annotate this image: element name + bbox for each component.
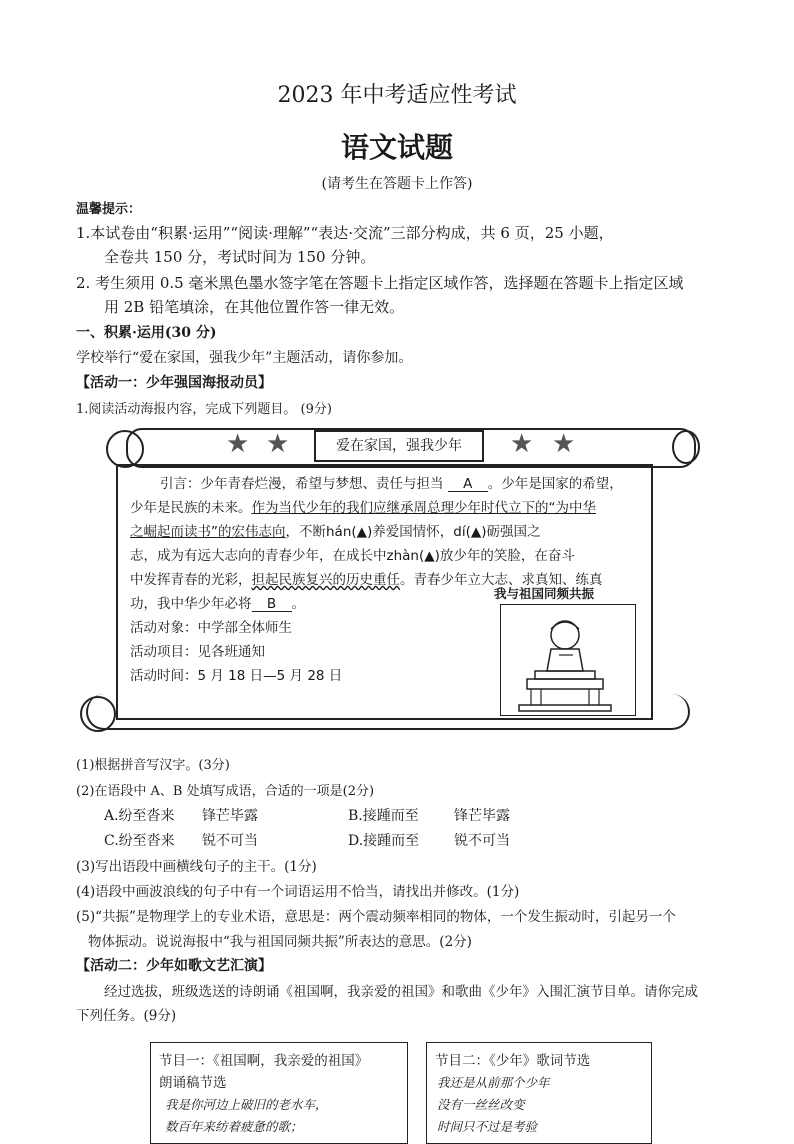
star-icon: ★ [226, 429, 250, 459]
program-2-verse-1: 我还是从前那个少年 [437, 1075, 550, 1090]
option-c-2: 锐不可当 [202, 833, 258, 849]
question-1: 1.阅读活动海报内容，完成下列题目。 (9分) [76, 402, 332, 417]
section-1-intro: 学校举行“爱在家国，强我少年”主题活动，请你参加。 [76, 350, 413, 366]
question-1-5-line-2: 物体振动。说说海报中“我与祖国同频共振”所表达的意思。(2分) [88, 934, 472, 950]
underlined-sentence: 作为当代少年的我们应继承周总理少年时代立下的“为中华 [251, 500, 596, 516]
activity-2-intro-line-1: 经过选拔，班级选送的诗朗诵《祖国啊，我亲爱的祖国》和歌曲《少年》入围汇演节目单。请你完成 [104, 984, 698, 1000]
tip-2-line-2: 用 2B 铅笔填涂，在其他位置作答一律无效。 [104, 298, 405, 316]
wavy-underlined-sentence: 担起民族复兴的历史重任 [251, 572, 400, 588]
option-d-1: D.接踵而至 [348, 833, 420, 849]
poster-title: 爱在家国，强我少年 [314, 430, 484, 462]
activity-2-intro-line-2: 下列任务。(9分) [76, 1008, 177, 1024]
question-1-4: (4)语段中画波浪线的句子中有一个词语运用不恰当，请找出并修改。(1分) [76, 884, 520, 900]
tips-heading: 温馨提示： [76, 202, 142, 217]
program-1-verse-1: 我是你河边上破旧的老水车， [165, 1097, 328, 1112]
illustration-frame [500, 604, 636, 716]
tip-2-line-1: 2. 考生须用 0.5 毫米黑色墨水签字笔在答题卡上指定区域作答，选择题在答题卡上指定区域 [76, 274, 684, 292]
option-a-2: 锋芒毕露 [202, 808, 258, 824]
exam-name: 2023 年中考适应性考试 [277, 83, 517, 108]
student-monument-illustration [501, 605, 635, 715]
poster-line-1: 引言：少年青春烂漫，希望与梦想、责任与担当 A 。少年是国家的希望， [160, 476, 623, 492]
question-1-5-line-1: (5)“共振”是物理学上的专业术语，意思是：两个震动频率相同的物体，一个发生振动时，引起另一个 [76, 909, 676, 925]
star-icon: ★ [266, 429, 290, 459]
program-2-title: 节目二：《少年》歌词节选 [435, 1053, 591, 1069]
activity-2-heading: 【活动二：少年如歌文艺汇演】 [76, 958, 272, 974]
poster-line-5: 中发挥青春的光彩，担起民族复兴的历史重任。青春少年立大志、求真知、练真 [130, 572, 603, 588]
activity-1-heading: 【活动一：少年强国海报动员】 [76, 375, 272, 391]
star-icon: ★ [510, 429, 534, 459]
poster-line-3: 之崛起而读书”的宏伟志向，不断hán(▲)养爱国情怀，dí(▲)砺强国之 [130, 524, 541, 540]
blank-b: B [252, 597, 292, 612]
program-1-title: 节目一：《祖国啊，我亲爱的祖国》 [159, 1053, 369, 1069]
option-c-1: C.纷至沓来 [104, 833, 175, 849]
option-d-2: 锐不可当 [454, 833, 510, 849]
option-a-1: A.纷至沓来 [104, 808, 175, 824]
star-icon: ★ [552, 429, 576, 459]
program-1-box [150, 1042, 408, 1144]
poster-line-2: 少年是民族的未来。作为当代少年的我们应继承周总理少年时代立下的“为中华 [130, 500, 596, 516]
program-1-subtitle: 朗诵稿节选 [159, 1075, 227, 1091]
tip-1-line-1: 1.本试卷由“积累·运用”“阅读·理解”“表达·交流”三部分构成，共 6 页，25 小题， [76, 224, 614, 242]
poster-target: 活动对象：中学部全体师生 [130, 620, 292, 636]
blank-a: A [448, 477, 488, 492]
poster-project: 活动项目：见各班通知 [130, 644, 265, 660]
poster-line-6: 功，我中华少年必将 B 。 [130, 596, 305, 612]
question-1-1: (1)根据拼音写汉字。(3分) [76, 758, 230, 773]
poster-time: 活动时间：5 月 18 日—5 月 28 日 [130, 668, 343, 684]
option-b-1: B.接踵而至 [348, 808, 419, 824]
program-2-verse-3: 时间只不过是考验 [437, 1119, 538, 1134]
program-2-verse-2: 没有一丝丝改变 [437, 1097, 525, 1112]
illustration-caption: 我与祖国同频共振 [494, 586, 595, 601]
poster-scroll-curl-right [672, 430, 700, 464]
program-2-box [426, 1042, 652, 1144]
poster-scroll-curl-left [106, 430, 144, 468]
question-1-2: (2)在语段中 A、B 处填写成语，合适的一项是(2分) [76, 784, 375, 799]
underlined-sentence-end: 之崛起而读书”的宏伟志向 [130, 524, 286, 540]
answer-note: (请考生在答题卡上作答) [321, 176, 473, 192]
subject-title: 语文试题 [340, 131, 453, 164]
tip-1-line-2: 全卷共 150 分，考试时间为 150 分钟。 [104, 248, 376, 266]
poster-line-4: 志，成为有远大志向的青春少年，在成长中zhàn(▲)放少年的笑脸，在奋斗 [130, 548, 575, 564]
poster-scroll-curl-bottom-left [80, 696, 116, 732]
section-1-heading: 一、积累·运用(30 分) [76, 325, 217, 341]
option-b-2: 锋芒毕露 [454, 808, 510, 824]
question-1-3: (3)写出语段中画横线句子的主干。(1分) [76, 859, 317, 875]
program-1-verse-2: 数百年来纺着疲惫的歌； [165, 1119, 303, 1134]
